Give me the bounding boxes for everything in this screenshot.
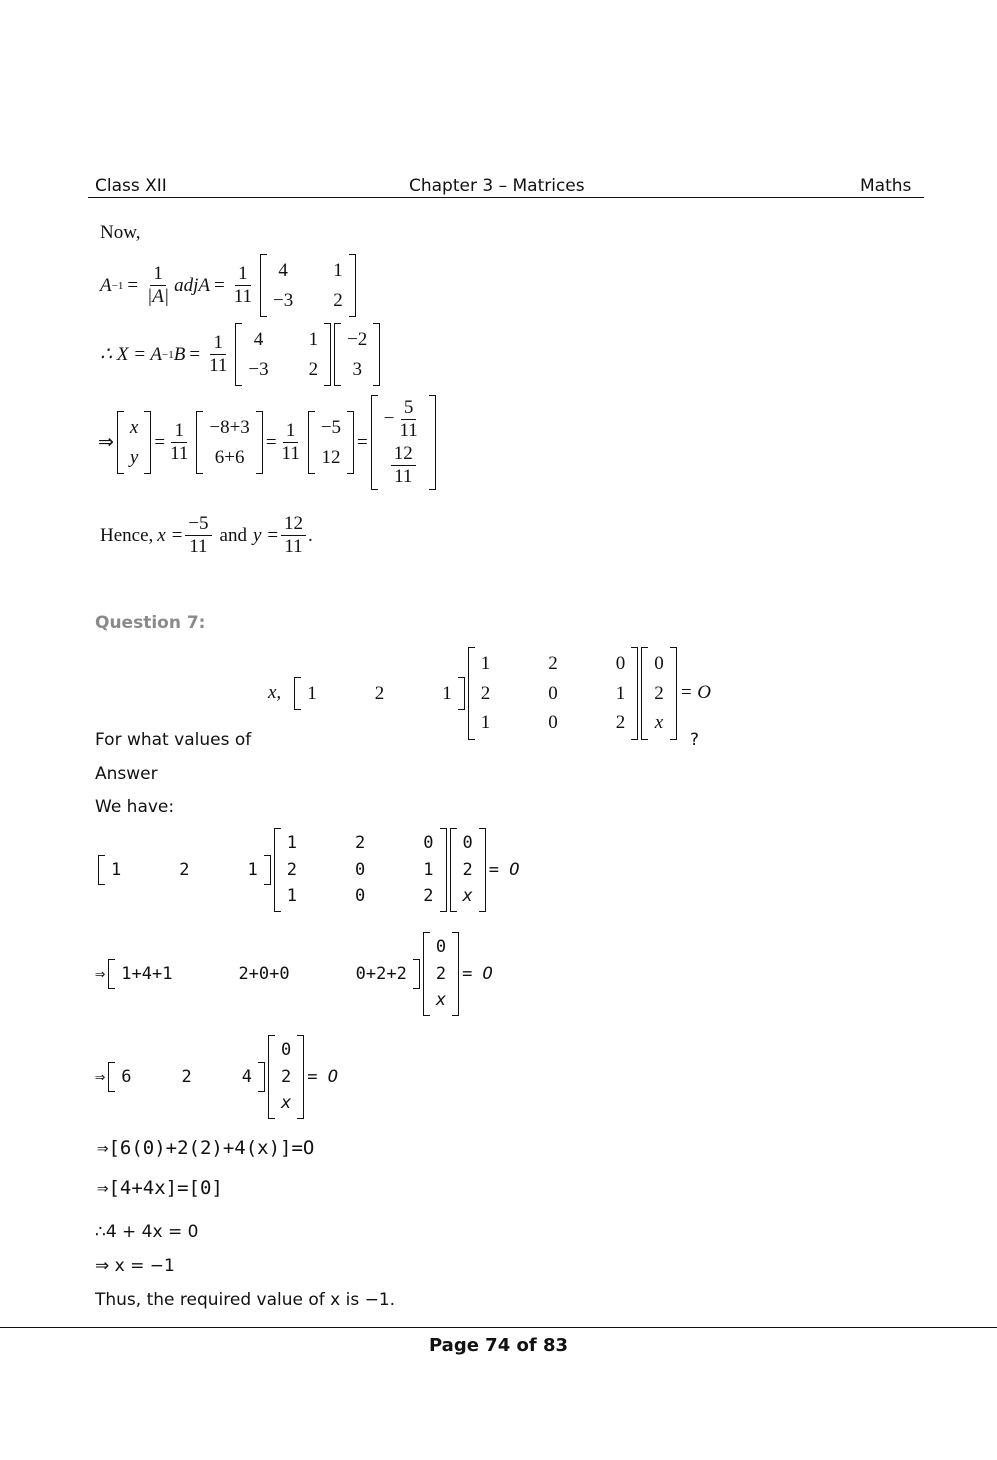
conclusion-text: Thus, the required value of x is −1.	[95, 1290, 396, 1310]
step3-row-vector: 6 2 4	[108, 1062, 265, 1093]
ainv-lhs: A	[100, 274, 112, 296]
and-text: and	[219, 524, 247, 546]
eq-o: = O	[462, 963, 493, 984]
frac-num: 1	[235, 264, 251, 286]
question-col-vector: 0 2 x	[641, 647, 677, 740]
xy-equation: ⇒ x y = $\frac{1}{11}$ −8+3 6+6 = $\frac{1}{11}$ −5 12 = − $\frac{5}{11}$ $\frac{12}{11}$	[98, 395, 439, 490]
eq-o: = O	[679, 682, 711, 704]
ainv-equation: A −1 = $\frac{1}{|A|}$ adjA = $\frac{1}{11}$ 4 1 −3 2	[100, 254, 359, 317]
xy-matrix: x y	[117, 411, 151, 474]
therefore-x: ∴ X = A	[100, 344, 163, 366]
frac-num: 1	[283, 421, 299, 443]
hence-line	[100, 514, 313, 558]
header-chapter: Chapter 3 – Matrices	[409, 176, 585, 196]
header-class: Class XII	[95, 176, 167, 196]
ainv-sup: −1	[111, 279, 124, 292]
question-label: Question 7:	[95, 613, 206, 633]
frac-den: 11	[281, 442, 300, 464]
frac-den: 11	[209, 354, 228, 376]
now-text: Now,	[100, 222, 141, 243]
step5-equation: ⇒[4+4x]=[0]	[97, 1177, 223, 1199]
page-number: Page 74 of 83	[428, 1335, 569, 1356]
step1-row-vector: 1 2 1	[98, 855, 271, 886]
x-eq: x =	[157, 524, 184, 546]
we-have: We have:	[95, 797, 175, 817]
step2-col-vector: 0 2 x	[423, 932, 459, 1016]
header-rule	[88, 197, 924, 198]
b-var: B	[173, 343, 186, 365]
step2-row-vector: 1+4+1 2+0+0 0+2+2	[108, 959, 420, 990]
step1-equation	[95, 828, 519, 912]
final-num2: 12	[391, 444, 416, 466]
frac-den-det: |A|	[147, 285, 170, 307]
header-subject: Maths	[860, 176, 912, 196]
final-matrix: − $\frac{5}{11}$ $\frac{12}{11}$	[371, 395, 436, 490]
b-matrix: −2 3	[334, 323, 380, 386]
ainv-sup: −1	[162, 348, 174, 361]
frac-den: 11	[189, 535, 208, 557]
x-var: x,	[268, 682, 282, 704]
frac-den: 11	[170, 442, 189, 464]
question-row-vector: 1 2 1	[294, 677, 465, 711]
step2-equation: ⇒ 1+4+1 2+0+0 0+2+2 0 2 x = O	[95, 932, 493, 1016]
y-num: 12	[281, 514, 306, 536]
x-num: −5	[185, 514, 211, 536]
sum-matrix: −8+3 6+6	[196, 411, 262, 474]
adj-matrix: 4 1 −3 2	[260, 254, 356, 317]
step6-equation: ∴4 + 4x = 0	[95, 1222, 199, 1242]
question-matrix: 1 2 0 2 0 1 1 0 2	[468, 647, 639, 740]
eq-o: = O	[307, 1066, 338, 1087]
step1-col-vector: 0 2 x	[450, 828, 486, 912]
frac-den: 11	[394, 465, 413, 487]
res-matrix: −5 12	[308, 411, 354, 474]
frac-den: 11	[399, 419, 418, 441]
step3-col-vector: 0 2 x	[268, 1035, 304, 1119]
frac-den: 11	[233, 285, 253, 307]
frac-num: 1	[171, 421, 187, 443]
adj-a: adjA	[174, 274, 210, 296]
y-eq: y =	[252, 524, 279, 546]
step4-equation: ⇒[6(0)+2(2)+4(x)]=O	[97, 1137, 315, 1159]
step1-matrix: 1 2 0 2 0 1 1 0 2	[274, 828, 447, 912]
question-text: For what values of	[95, 730, 252, 750]
frac-num: 1	[150, 264, 166, 286]
answer-label: Answer	[95, 764, 158, 784]
final-num1: 5	[401, 398, 417, 420]
eq-o: = O	[488, 859, 520, 880]
adj-matrix-2: 4 1 −3 2	[235, 323, 331, 386]
step7-equation: ⇒ x = −1	[95, 1256, 175, 1276]
question-mark: ?	[690, 730, 700, 750]
question-equation	[268, 647, 711, 740]
frac-den: 11	[284, 535, 303, 557]
frac-num: 1	[210, 333, 226, 355]
step3-equation: ⇒ 6 2 4 0 2 x = O	[95, 1035, 338, 1119]
period: .	[307, 524, 313, 546]
hence-text: Hence,	[100, 524, 154, 546]
x-equation: ∴ X = A −1 B = $\frac{1}{11}$ 4 1 −3 2 −2 3	[100, 323, 383, 386]
footer-rule	[0, 1327, 997, 1328]
